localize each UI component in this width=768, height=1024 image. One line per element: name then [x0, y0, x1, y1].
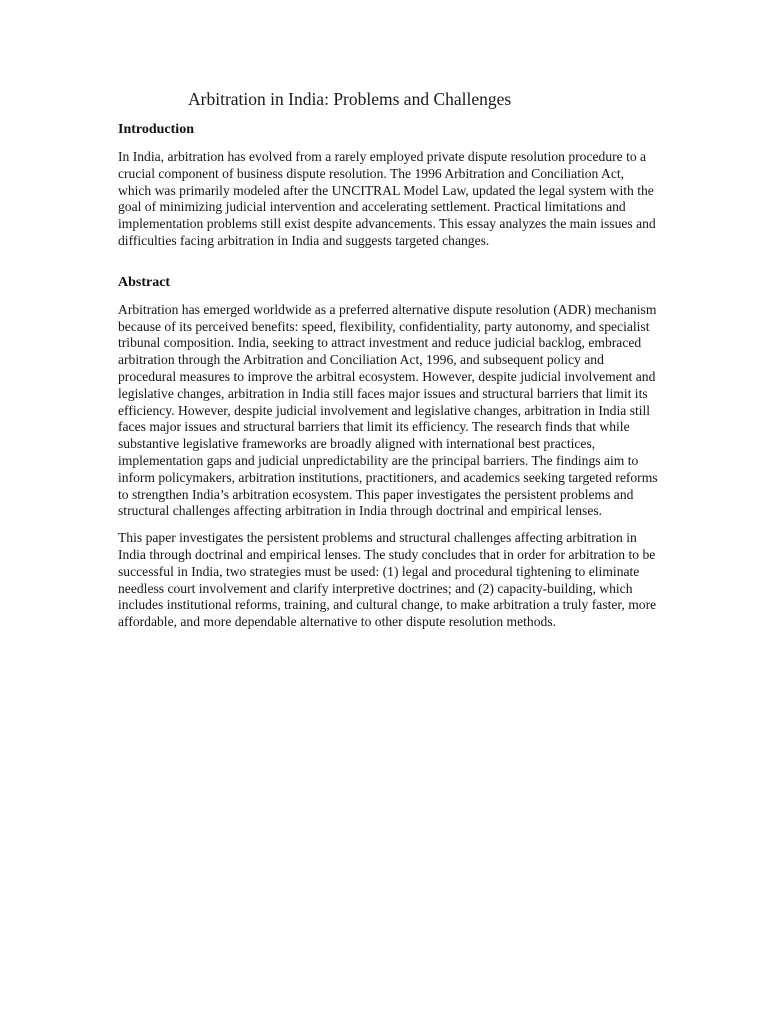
abstract-paragraph-1: Arbitration has emerged worldwide as a preferred alternative dispute resolution (ADR) mechanism because of its perceived benefits: speed, flexibility, confidentiality, party autonomy, and specialist tribunal composition. India, seeking to attract investment and reduce judicial backlog, embraced arbitration through the Arbitration and Conciliation Act, 1996, and subsequent policy and procedural measures to improve the arbitral ecosystem. However, despite judicial involvement and legislative changes, arbitration in India still faces major issues and structural barriers that limit its efficiency. However, despite judicial involvement and legislative changes, arbitration in India still faces major issues and structural barriers that limit its efficiency. The research finds that while substantive legislative frameworks are broadly aligned with international best practices, implementation gaps and judicial unpredictability are the principal barriers. The findings aim to inform policymakers, arbitration institutions, practitioners, and academics seeking targeted reforms to strengthen India’s arbitration ecosystem. This paper investigates the persistent problems and structural challenges affecting arbitration in India through doctrinal and empirical lenses. [118, 301, 658, 519]
introduction-paragraph: In India, arbitration has evolved from a rarely employed private dispute resolution procedure to a crucial component of business dispute resolution. The 1996 Arbitration and Conciliation Act, which was primarily modeled after the UNCITRAL Model Law, updated the legal system with the goal of minimizing judicial intervention and accelerating settlement. Practical limitations and implementation problems still exist despite advancements. This essay analyzes the main issues and difficulties facing arbitration in India and suggests targeted changes. [118, 149, 656, 248]
introduction-heading: Introduction [118, 122, 194, 137]
document-body [118, 121, 658, 631]
abstract-paragraph-2: This paper investigates the persistent problems and structural challenges affecting arbitration in India through doctrinal and empirical lenses. The study concludes that in order for arbitration to be successful in India, two strategies must be used: (1) legal and procedural tightening to eliminate needless court involvement and clarify interpretive doctrines; and (2) capacity-building, which includes institutional reforms, training, and cultural change, to make arbitration a truly faster, more affordable, and more dependable alternative to other dispute resolution methods. [118, 530, 657, 630]
document-title: Arbitration in India: Problems and Challenges [188, 89, 512, 109]
abstract-heading: Abstract [118, 274, 171, 290]
